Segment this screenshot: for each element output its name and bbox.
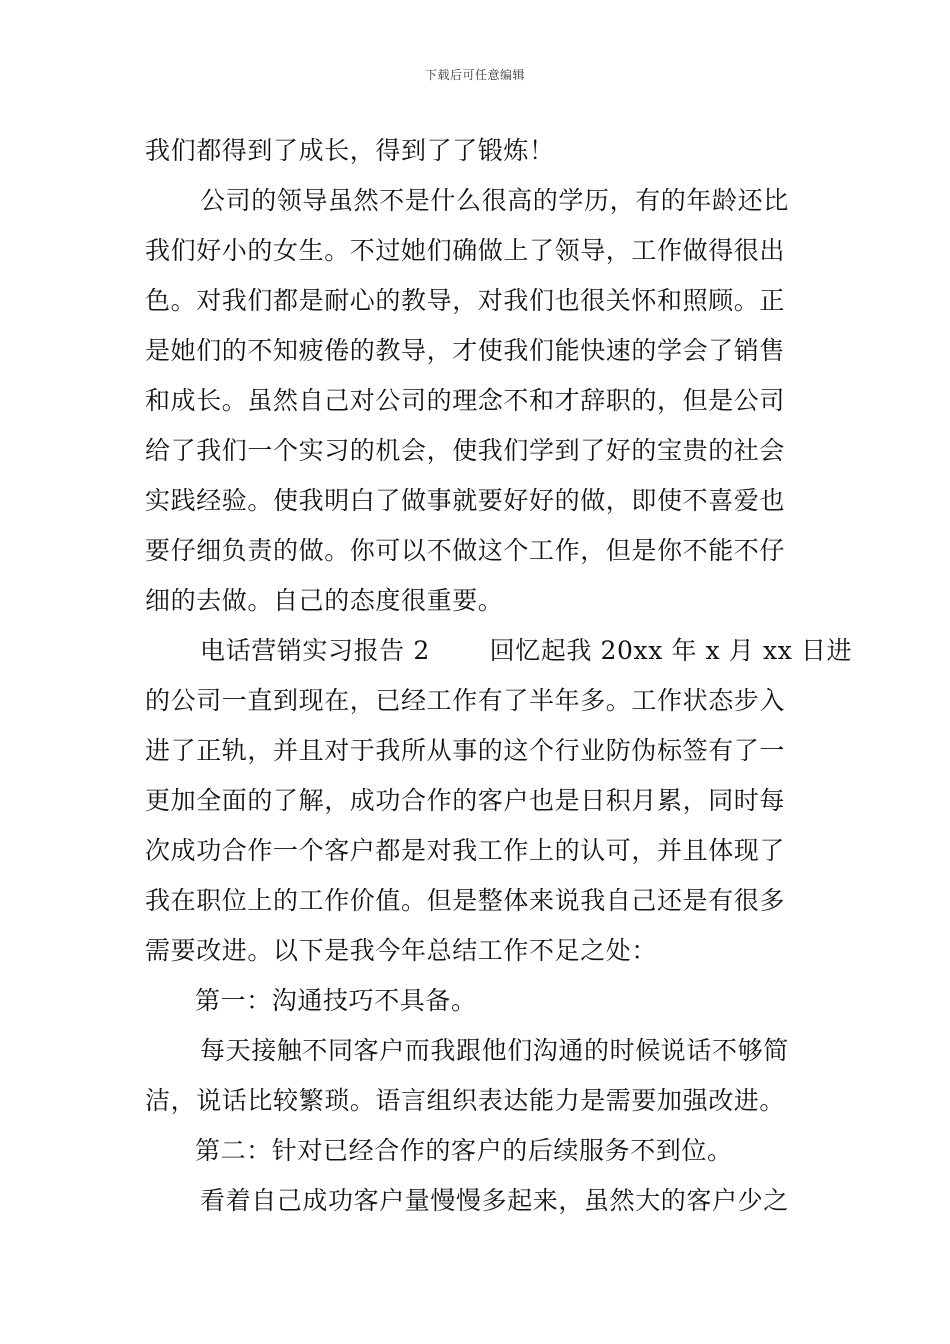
text-line: 更加全面的了解，成功合作的客户也是日积月累，同时每 <box>145 786 786 815</box>
text-line: 次成功合作一个客户都是对我工作上的认可，并且体现了 <box>145 836 786 865</box>
text-line: 和成长。虽然自己对公司的理念不和才辞职的，但是公司 <box>145 386 786 415</box>
text-line: 色。对我们都是耐心的教导，对我们也很关怀和照顾。正 <box>145 286 786 315</box>
text-line: 是她们的不知疲倦的教导，才使我们能快速的学会了销售 <box>145 336 786 365</box>
text-line: 每天接触不同客户而我跟他们沟通的时候说话不够简 <box>200 1036 789 1065</box>
body-text <box>145 126 853 1226</box>
text-line: 我在职位上的工作价值。但是整体来说我自己还是有很多 <box>145 886 786 915</box>
text-line: 的公司一直到现在，已经工作有了半年多。工作状态步入 <box>145 686 786 715</box>
text-line: 给了我们一个实习的机会，使我们学到了好的宝贵的社会 <box>145 436 786 465</box>
text-line: 要仔细负责的做。你可以不做这个工作，但是你不能不仔 <box>145 536 786 565</box>
text-line: 实践经验。使我明白了做事就要好好的做，即使不喜爱也 <box>145 486 786 515</box>
text-line: 公司的领导虽然不是什么很高的学历，有的年龄还比 <box>200 186 789 215</box>
text-line: 看着自己成功客户量慢慢多起来，虽然大的客户少之 <box>200 1186 789 1215</box>
text-line: 电话营销实习报告 2 回忆起我 20xx 年 x 月 xx 日进 <box>200 636 853 665</box>
text-line: 第二：针对已经合作的客户的后续服务不到位。 <box>195 1136 733 1165</box>
text-line: 进了正轨，并且对于我所从事的这个行业防伪标签有了一 <box>145 736 786 765</box>
text-line: 需要改进。以下是我今年总结工作不足之处： <box>145 936 658 965</box>
text-line: 第一：沟通技巧不具备。 <box>195 986 477 1015</box>
text-line: 我们都得到了成长，得到了了锻炼！ <box>145 136 555 165</box>
text-line: 我们好小的女生。不过她们确做上了领导，工作做得很出 <box>145 236 786 265</box>
text-line: 细的去做。自己的态度很重要。 <box>145 586 504 615</box>
text-line: 洁，说话比较繁琐。语言组织表达能力是需要加强改进。 <box>145 1086 786 1115</box>
page-header-note: 下载后可任意编辑 <box>424 68 525 82</box>
